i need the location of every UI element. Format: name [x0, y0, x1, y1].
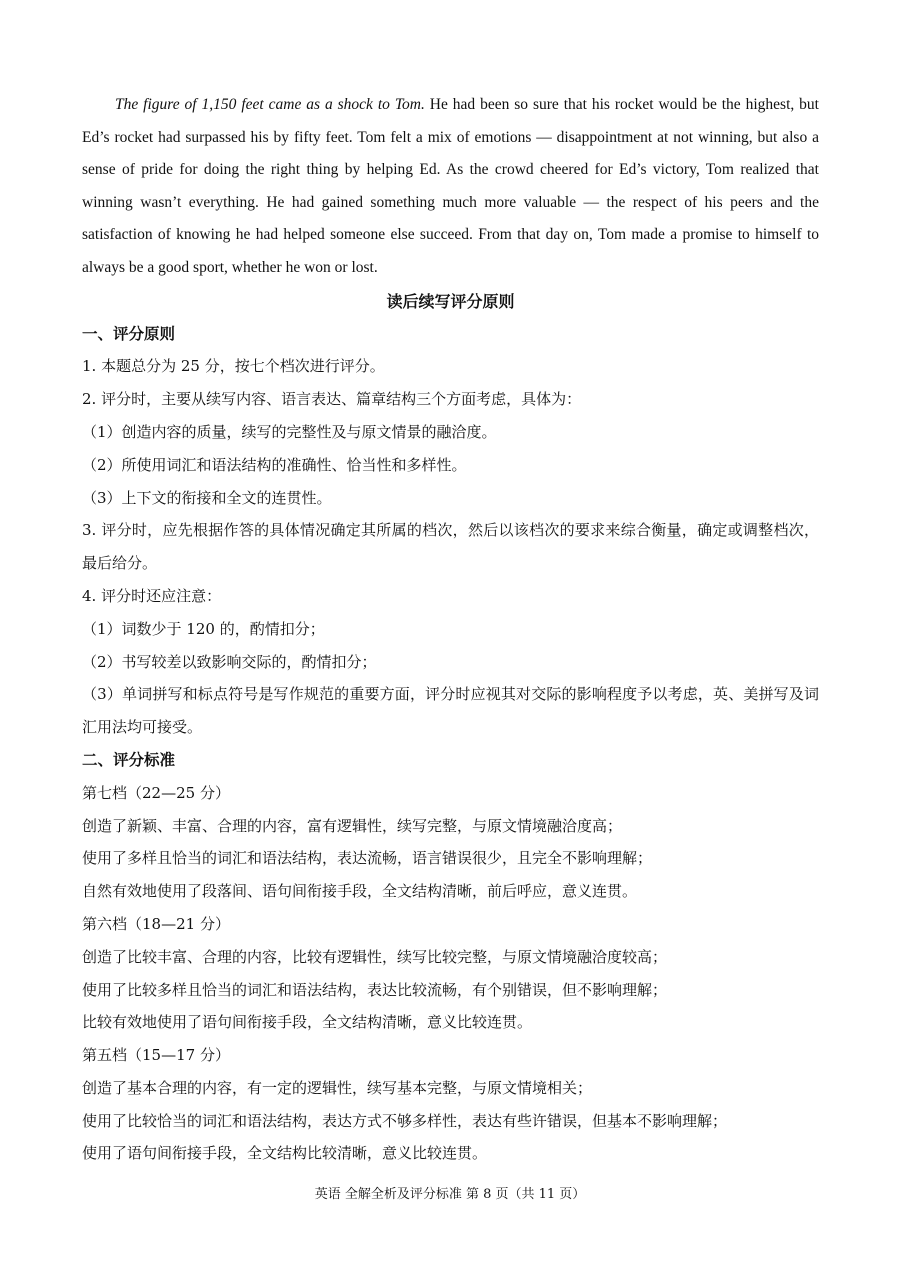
- tier-7-title: 第七档（22—25 分）: [82, 783, 230, 802]
- story-paragraph: [82, 89, 819, 285]
- section-heading-principles: 一、评分原则: [82, 324, 176, 343]
- principle-item-2: 2. 评分时，主要从续写内容、语言表达、篇章结构三个方面考虑，具体为：: [82, 390, 582, 409]
- tier-6-line-1: 创造了比较丰富、合理的内容，比较有逻辑性，续写比较完整，与原文情境融洽度较高；: [82, 947, 668, 966]
- principle-item-4-sub-3: （3）单词拼写和标点符号是写作规范的重要方面，评分时应视其对交际的影响程度予以考虑，英、美拼写及词汇用法均可接受。: [82, 685, 819, 737]
- tier-6-title: 第六档（18—21 分）: [82, 914, 230, 933]
- principle-item-4-sub-1: （1）词数少于 120 的，酌情扣分；: [82, 619, 325, 638]
- story-lead-italic: The figure of 1,150 feet came as a shock to Tom.: [115, 96, 425, 113]
- tier-7-line-2: 使用了多样且恰当的词汇和语法结构，表达流畅，语言错误很少，且完全不影响理解；: [82, 849, 653, 868]
- page-content: [82, 89, 819, 1170]
- principle-item-1: 1. 本题总分为 25 分，按七个档次进行评分。: [82, 357, 385, 376]
- tier-6-line-2: 使用了比较多样且恰当的词汇和语法结构，表达比较流畅，有个别错误，但不影响理解；: [82, 980, 668, 999]
- tier-5-line-3: 使用了语句间衔接手段，全文结构比较清晰，意义比较连贯。: [82, 1144, 488, 1163]
- page-footer: 英语 全解全析及评分标准 第 8 页（共 11 页）: [314, 1187, 586, 1202]
- tier-5-line-2: 使用了比较恰当的词汇和语法结构，表达方式不够多样性，表达有些许错误，但基本不影响理解；: [82, 1111, 728, 1130]
- tier-5-line-1: 创造了基本合理的内容，有一定的逻辑性，续写基本完整，与原文情境相关；: [82, 1078, 593, 1097]
- principle-item-2-sub-1: （1）创造内容的质量，续写的完整性及与原文情景的融洽度。: [82, 422, 497, 441]
- tier-7-line-1: 创造了新颖、丰富、合理的内容，富有逻辑性，续写完整，与原文情境融洽度高；: [82, 816, 623, 835]
- story-body: He had been so sure that his rocket would be the highest, but Ed’s rocket had surpassed his by fifty feet. Tom felt a mix of emotions — disappointment at not winning, but also a sense of pride for doing the right thing by helping Ed. As the crowd cheered for Ed’s victory, Tom realized that winning wasn’t everything. He had gained something much more valuable — the respect of his peers and the satisfaction of knowing he had helped someone else succeed. From that day on, Tom made a promise to himself to always be a good sport, whether he won or lost.: [82, 96, 819, 276]
- tier-6-line-3: 比较有效地使用了语句间衔接手段，全文结构清晰，意义比较连贯。: [82, 1013, 533, 1032]
- principle-item-4-sub-2: （2）书写较差以致影响交际的，酌情扣分；: [82, 652, 377, 671]
- principle-item-3: 3. 评分时，应先根据作答的具体情况确定其所属的档次，然后以该档次的要求来综合衡量，确定或调整档次，最后给分。: [82, 521, 819, 573]
- tier-5-title: 第五档（15—17 分）: [82, 1046, 230, 1065]
- principle-item-2-sub-2: （2）所使用词汇和语法结构的准确性、恰当性和多样性。: [82, 455, 467, 474]
- principle-item-4: 4. 评分时还应注意：: [82, 586, 222, 605]
- section-heading-standards: 二、评分标准: [82, 750, 176, 769]
- rubric-title: 读后续写评分原则: [386, 291, 515, 311]
- principle-item-2-sub-3: （3）上下文的衔接和全文的连贯性。: [82, 488, 332, 507]
- tier-7-line-3: 自然有效地使用了段落间、语句间衔接手段，全文结构清晰，前后呼应，意义连贯。: [82, 882, 638, 901]
